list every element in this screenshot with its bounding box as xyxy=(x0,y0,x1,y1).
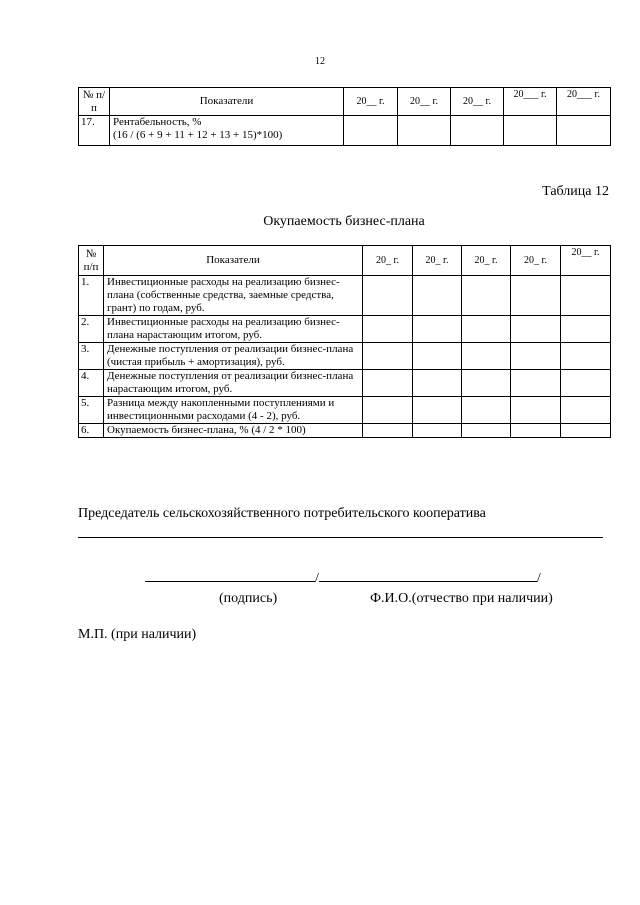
value-cell[interactable] xyxy=(561,316,611,343)
value-cell[interactable] xyxy=(511,424,561,438)
chairman-label: Председатель сельскохозяйственного потребительского кооператива xyxy=(78,506,486,521)
table-header-row xyxy=(79,246,611,276)
column-header-indicators: Показатели xyxy=(104,246,363,276)
row-number: 1. xyxy=(79,276,104,316)
value-cell[interactable] xyxy=(462,370,511,397)
table-row xyxy=(79,116,611,146)
value-cell[interactable] xyxy=(561,276,611,316)
column-header-year: 20___ г. xyxy=(504,88,557,116)
value-cell[interactable] xyxy=(504,116,557,146)
value-cell[interactable] xyxy=(344,116,398,146)
stamp-label: М.П. (при наличии) xyxy=(78,627,197,642)
column-header-indicators: Показатели xyxy=(110,88,344,116)
row-number: 4. xyxy=(79,370,104,397)
value-cell[interactable] xyxy=(557,116,611,146)
value-cell[interactable] xyxy=(413,316,462,343)
column-header-year: 20_ г. xyxy=(413,246,462,276)
row-number: 6. xyxy=(79,424,104,438)
table-label: Таблица 12 xyxy=(542,184,609,199)
value-cell[interactable] xyxy=(451,116,504,146)
signature-caption: (подпись) xyxy=(219,591,278,606)
table-row xyxy=(79,343,611,370)
column-header-year: 20__ г. xyxy=(344,88,398,116)
value-cell[interactable] xyxy=(413,276,462,316)
value-cell[interactable] xyxy=(363,397,413,424)
page-number: 12 xyxy=(315,56,325,67)
row-indicator: Окупаемость бизнес-плана, % (4 / 2 * 100) xyxy=(104,424,363,438)
value-cell[interactable] xyxy=(413,397,462,424)
full-name-caption: Ф.И.О.(отчество при наличии) xyxy=(370,591,553,606)
value-cell[interactable] xyxy=(561,397,611,424)
value-cell[interactable] xyxy=(462,276,511,316)
signature-field[interactable] xyxy=(145,567,315,582)
row-number: 2. xyxy=(79,316,104,343)
column-header-year: 20__ г. xyxy=(451,88,504,116)
row-number: 3. xyxy=(79,343,104,370)
column-header-num: № п/п xyxy=(79,246,104,276)
row-indicator: Разница между накопленными поступлениями и инвестиционными расходами (4 - 2), руб. xyxy=(104,397,363,424)
payback-table xyxy=(78,245,611,438)
value-cell[interactable] xyxy=(511,397,561,424)
row-number: 17. xyxy=(79,116,110,146)
value-cell[interactable] xyxy=(413,424,462,438)
column-header-year: 20_ г. xyxy=(363,246,413,276)
row-indicator: Денежные поступления от реализации бизнес-плана нарастающим итогом, руб. xyxy=(104,370,363,397)
value-cell[interactable] xyxy=(398,116,451,146)
table-row xyxy=(79,397,611,424)
column-header-year: 20___ г. xyxy=(557,88,611,116)
table-row xyxy=(79,424,611,438)
signature-separator: / xyxy=(315,571,319,586)
chairman-name-line[interactable] xyxy=(78,537,603,538)
table-title: Окупаемость бизнес-плана xyxy=(263,214,425,229)
table-row xyxy=(79,370,611,397)
value-cell[interactable] xyxy=(363,276,413,316)
row-number: 5. xyxy=(79,397,104,424)
column-header-year: 20_ г. xyxy=(511,246,561,276)
value-cell[interactable] xyxy=(561,370,611,397)
profitability-table xyxy=(78,87,611,146)
column-header-year: 20__ г. xyxy=(398,88,451,116)
value-cell[interactable] xyxy=(363,424,413,438)
value-cell[interactable] xyxy=(462,343,511,370)
value-cell[interactable] xyxy=(413,370,462,397)
row-indicator-line: Рентабельность, % xyxy=(113,116,202,128)
value-cell[interactable] xyxy=(511,343,561,370)
value-cell[interactable] xyxy=(363,343,413,370)
table-row xyxy=(79,276,611,316)
row-indicator: Инвестиционные расходы на реализацию бизнес-плана (собственные средства, заемные средства, грант) по годам, руб. xyxy=(104,276,363,316)
row-indicator: Инвестиционные расходы на реализацию бизнес-плана нарастающим итогом, руб. xyxy=(104,316,363,343)
value-cell[interactable] xyxy=(462,316,511,343)
value-cell[interactable] xyxy=(511,316,561,343)
value-cell[interactable] xyxy=(363,370,413,397)
value-cell[interactable] xyxy=(462,424,511,438)
table-row xyxy=(79,316,611,343)
value-cell[interactable] xyxy=(462,397,511,424)
signature-end-mark: / xyxy=(536,571,541,586)
value-cell[interactable] xyxy=(363,316,413,343)
value-cell[interactable] xyxy=(511,370,561,397)
column-header-year: 20__ г. xyxy=(561,246,611,276)
full-name-field[interactable] xyxy=(319,567,537,582)
column-header-num: № п/п xyxy=(79,88,110,116)
value-cell[interactable] xyxy=(561,343,611,370)
table-header-row xyxy=(79,88,611,116)
row-indicator: Денежные поступления от реализации бизнес-плана (чистая прибыль + амортизация), руб. xyxy=(104,343,363,370)
value-cell[interactable] xyxy=(561,424,611,438)
column-header-year: 20_ г. xyxy=(462,246,511,276)
signature-line xyxy=(145,567,541,587)
row-indicator-formula: (16 / (6 + 9 + 11 + 12 + 13 + 15)*100) xyxy=(113,129,283,141)
value-cell[interactable] xyxy=(413,343,462,370)
value-cell[interactable] xyxy=(511,276,561,316)
row-indicator xyxy=(110,116,344,146)
